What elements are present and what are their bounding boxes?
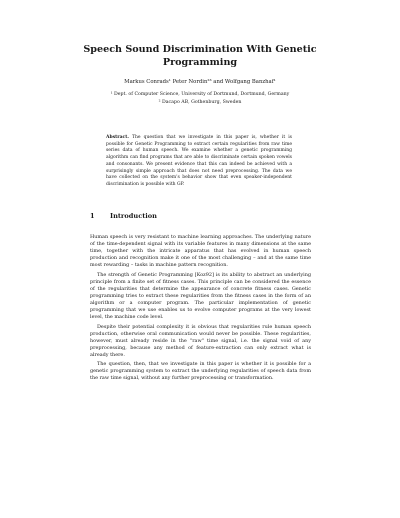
title-line-1: Speech Sound Discrimination With Genetic: [83, 44, 317, 55]
paragraph: The question, then, that we investigate in this paper is whether it is possible for a genetic programming system to extract the underlying regularities of speech data from the raw time signal, without any further preprocessing or transformation.: [90, 361, 311, 382]
section-title: Introduction: [110, 212, 157, 220]
section-number: 1: [90, 212, 95, 220]
paragraph: Despite their potential complexity it is obvious that regularities rule human speech production, otherwise oral communication would never be possible. These regularities, however, must already reside in the "raw" time signal, i.e. the signal void of any preprocessing, because any method of feature-extraction can only extract what is already there.: [90, 323, 311, 358]
abstract-label: Abstract.: [106, 135, 129, 140]
section-heading: [90, 212, 157, 221]
body-text: [90, 234, 311, 385]
abstract-text: The question that we investigate in this paper is, whether it is possible for Genetic Programming to extract certain regularities from raw time series data of human speech. We examine whether a genetic programming algorithm can find programs that are able to discriminate certain spoken vowels and consonants. We present evidence that this can indeed be achieved with a surprisingly simple approach that does not need preprocessing. The data we have collected on the system's behavior show that even speaker-independent discrimination is possible with GP.: [106, 135, 292, 187]
abstract: [106, 135, 292, 189]
author-list: Markus Conrads¹ Peter Nordin²³ and Wolfgang Banzhaf¹: [124, 79, 276, 85]
paper-title: [60, 43, 340, 69]
affiliations: [60, 91, 340, 106]
paragraph: The strength of Genetic Programming [Koz92] is its ability to abstract an underlying principle from a finite set of fitness cases. This principle can be considered the essence of the regularities that determine the appearance of concrete fitness cases. Genetic programming tries to extract these regularities from the fitness cases in the form of an algorithm or a computer program. The particular implementation of genetic programming that we use enables us to evolve computer programs at the very lowest level, the machine code level.: [90, 271, 311, 321]
title-line-2: Programming: [162, 57, 238, 68]
affiliation-2: ² Dacapo AB, Gothenburg, Sweden: [158, 99, 242, 105]
paragraph: Human speech is very resistant to machine learning approaches. The underlying nature of the time-dependent signal with its variable features in many dimensions at the same time, together with the intricate apparatus that has evolved in human speech production and recognition make it one of the most challenging – and at the same time most rewarding – tasks in machine pattern recognition.: [90, 234, 311, 269]
affiliation-1: ¹ Dept. of Computer Science, University of Dortmund, Dortmund, Germany: [110, 92, 290, 97]
